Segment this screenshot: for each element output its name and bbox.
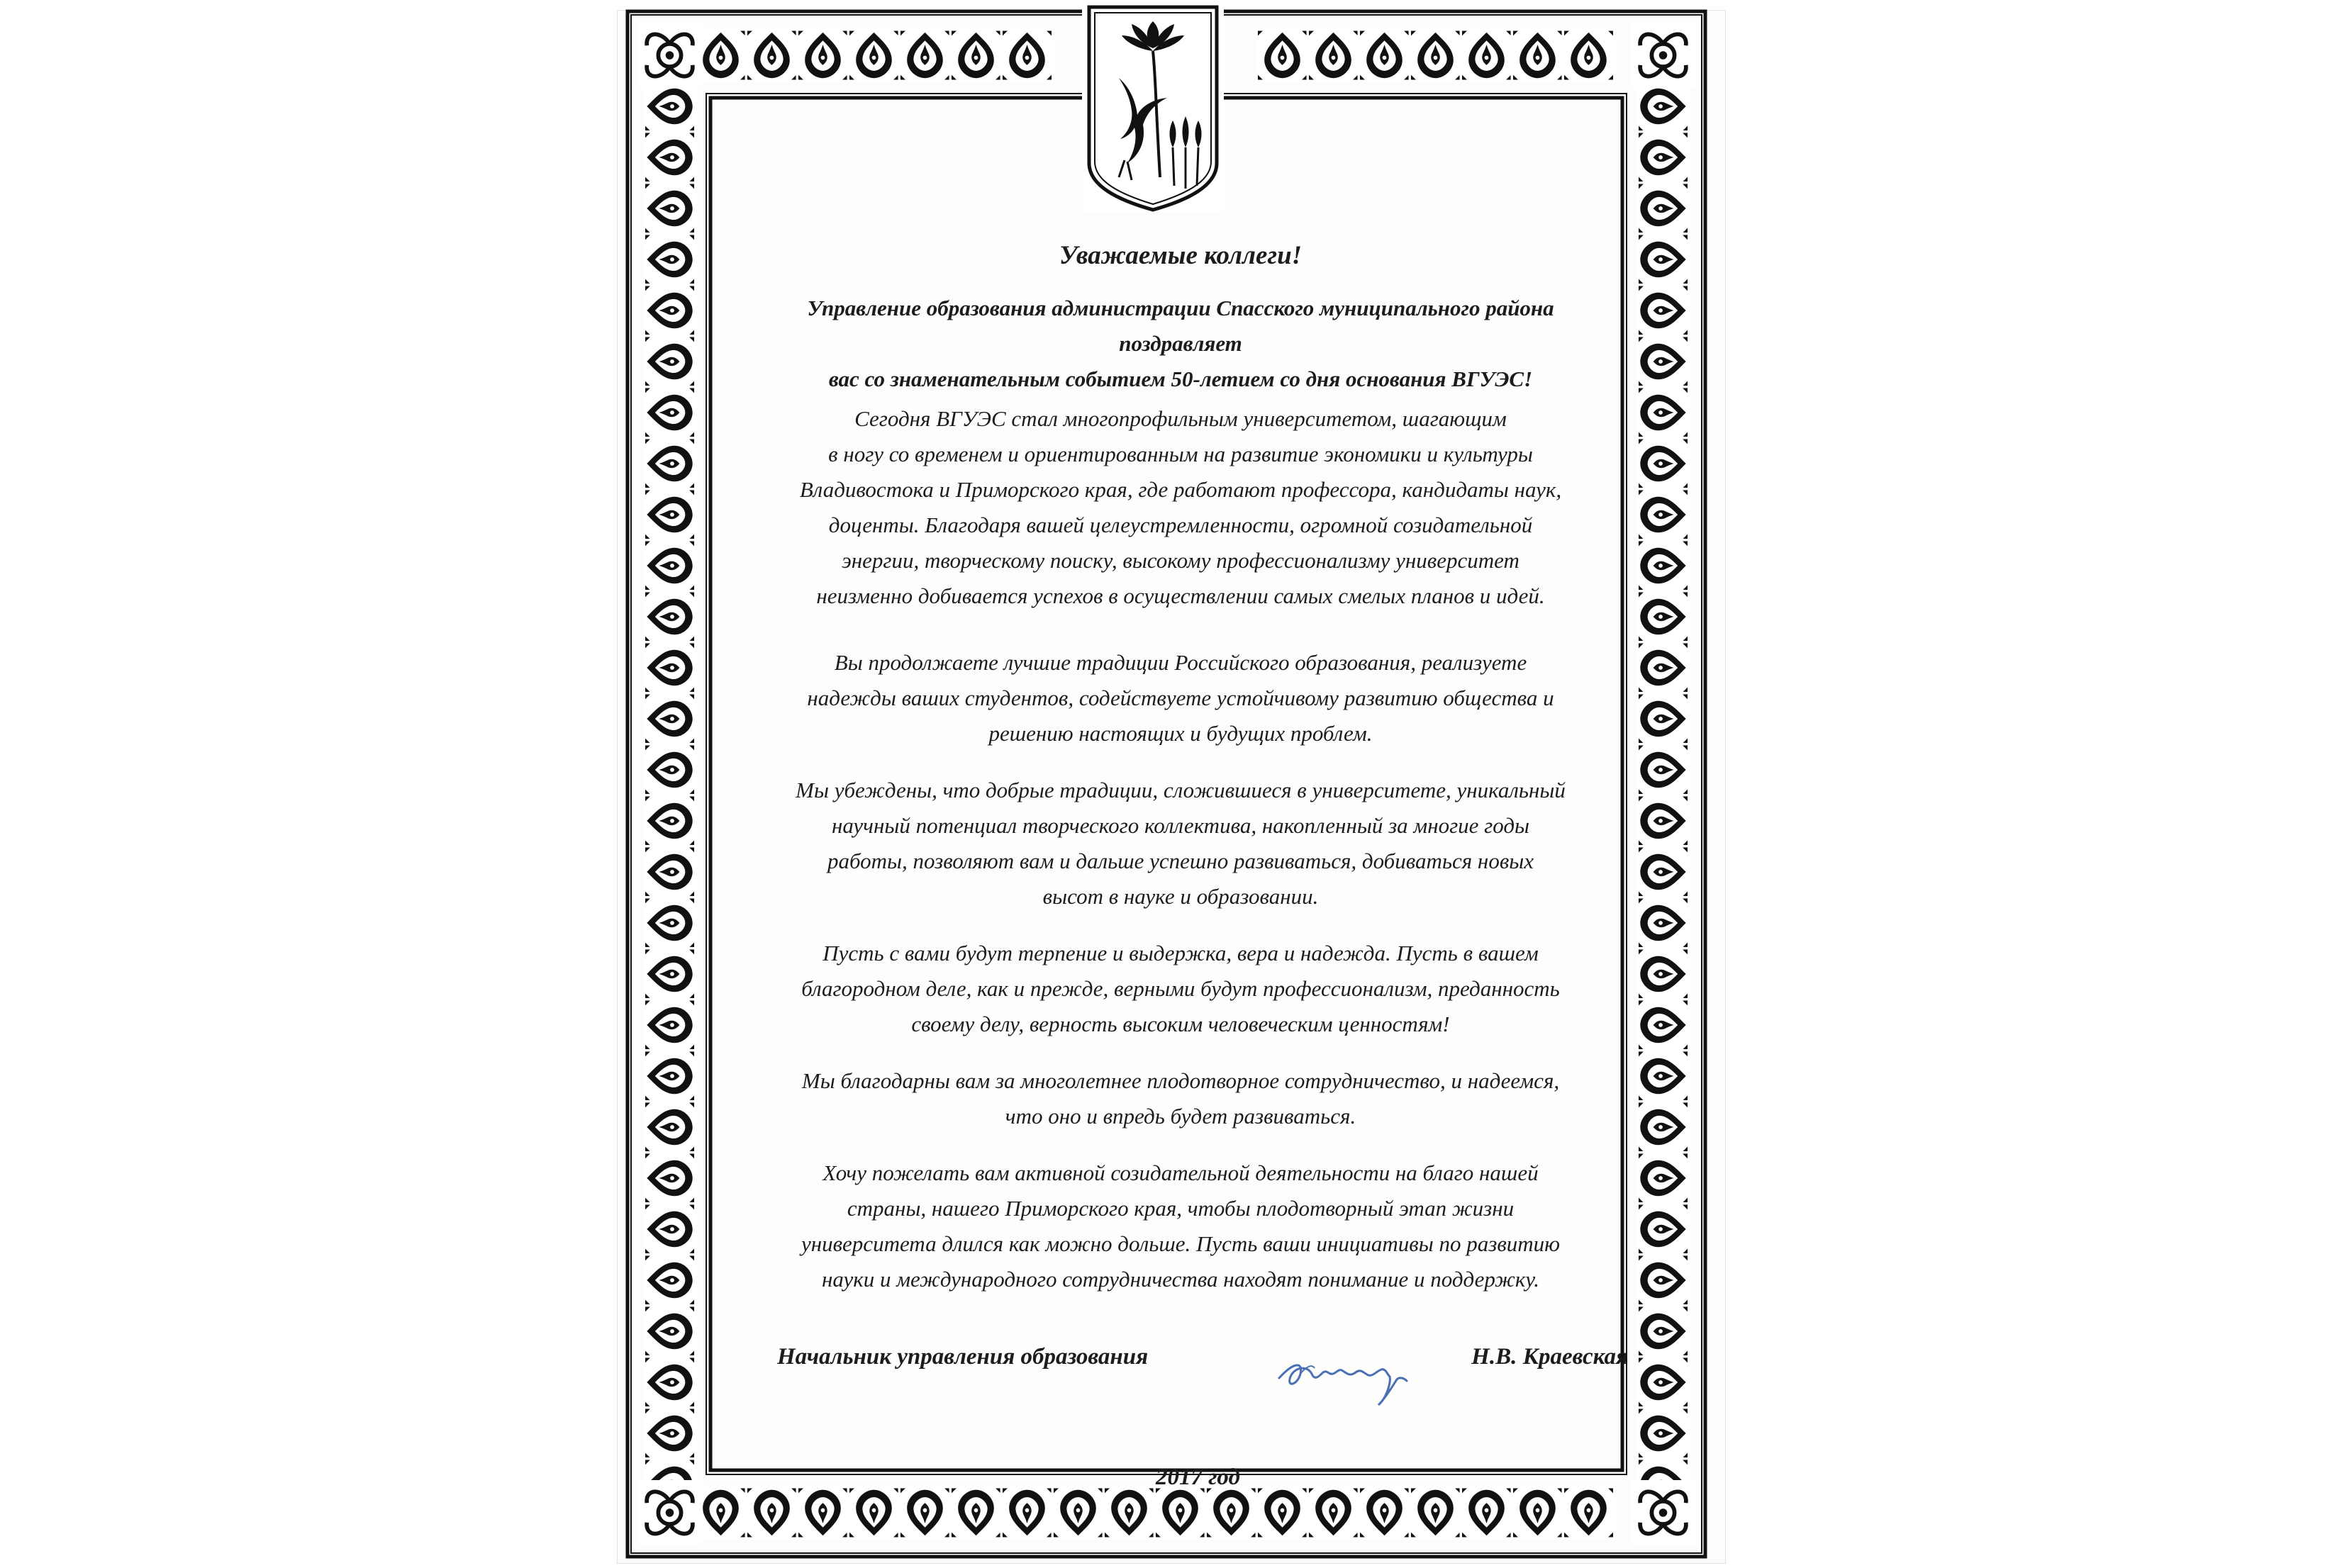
paragraph-line: Мы убеждены, что добрые традиции, сложившиеся в университете, уникальный bbox=[796, 778, 1566, 802]
border-ornament bbox=[796, 1486, 850, 1540]
border-ornament bbox=[745, 1486, 799, 1540]
paragraph-line: страны, нашего Приморского края, чтобы плодотворный этап жизни bbox=[847, 1196, 1515, 1221]
border-ornament bbox=[643, 794, 697, 848]
border-ornament bbox=[1636, 1202, 1690, 1256]
paragraph-line: решению настоящих и будущих проблем. bbox=[988, 721, 1373, 746]
border-ornament bbox=[949, 1486, 1003, 1540]
corner-ornament bbox=[1631, 23, 1696, 88]
paragraph-line: что оно и впредь будет развиваться. bbox=[1005, 1104, 1356, 1129]
border-ornament bbox=[643, 1049, 697, 1103]
coat-of-arms-icon bbox=[1082, 0, 1224, 213]
border-ornament bbox=[643, 998, 697, 1052]
border-ornament bbox=[1636, 896, 1690, 950]
border-ornament bbox=[1562, 28, 1616, 82]
border-ornament bbox=[1307, 28, 1361, 82]
headline bbox=[723, 291, 1638, 397]
paragraph-line: энергии, творческому поиску, высокому профессионализму университет bbox=[842, 548, 1519, 573]
border-ornament bbox=[643, 1304, 697, 1358]
border-ornament bbox=[643, 1202, 697, 1256]
border-ornament bbox=[796, 28, 850, 82]
paragraph-line: в ногу со временем и ориентированным на развитие экономики и культуры bbox=[828, 442, 1533, 466]
paragraph-6 bbox=[723, 1155, 1638, 1297]
border-ornament bbox=[1636, 845, 1690, 899]
border-ornament bbox=[1636, 641, 1690, 695]
border-ornament bbox=[643, 590, 697, 644]
border-ornament bbox=[1052, 1486, 1105, 1540]
paragraph-line: Хочу пожелать вам активной созидательной деятельности на благо нашей bbox=[823, 1160, 1539, 1185]
border-ornament bbox=[1636, 1253, 1690, 1307]
border-ornament bbox=[949, 28, 1003, 82]
border-ornament bbox=[1636, 1304, 1690, 1358]
border-ornament bbox=[1636, 1151, 1690, 1205]
border-ornament bbox=[1636, 1355, 1690, 1409]
border-ornament bbox=[1636, 539, 1690, 593]
border-ornament bbox=[898, 28, 952, 82]
border-ornament bbox=[1000, 28, 1054, 82]
border-ornament bbox=[643, 488, 697, 542]
border-ornament bbox=[1562, 1486, 1616, 1540]
headline-line: поздравляет bbox=[1119, 331, 1242, 356]
border-ornament bbox=[1636, 1100, 1690, 1154]
corner-ornament bbox=[1631, 1480, 1696, 1545]
border-ornament bbox=[1636, 130, 1690, 184]
border-ornament bbox=[1511, 28, 1565, 82]
paragraph-line: научный потенциал творческого коллектива, накопленный за многие годы bbox=[831, 813, 1530, 838]
border-ornament bbox=[1358, 28, 1412, 82]
border-ornament bbox=[643, 130, 697, 184]
border-ornament bbox=[1409, 28, 1463, 82]
border-ornament bbox=[643, 1100, 697, 1154]
border-ornament bbox=[1511, 1486, 1565, 1540]
border-ornament bbox=[643, 335, 697, 388]
paragraph-2 bbox=[723, 645, 1638, 751]
border-ornament bbox=[643, 845, 697, 899]
border-ornament bbox=[1103, 1486, 1156, 1540]
border-ornament bbox=[1205, 1486, 1259, 1540]
year-label: 2017 год bbox=[1156, 1465, 1240, 1490]
letter-body bbox=[723, 240, 1638, 1318]
border-ornament bbox=[1358, 1486, 1412, 1540]
border-ornament bbox=[1636, 437, 1690, 491]
border-ornament bbox=[1307, 1486, 1361, 1540]
paragraph-line: Мы благодарны вам за многолетнее плодотворное сотрудничество, и надеемся, bbox=[801, 1068, 1560, 1093]
border-ornament bbox=[847, 28, 901, 82]
paragraph-line: своему делу, верность высоким человеческим ценностям! bbox=[911, 1012, 1450, 1036]
border-ornament bbox=[643, 641, 697, 695]
paragraph-3 bbox=[723, 773, 1638, 914]
border-ornament bbox=[643, 743, 697, 797]
border-ornament bbox=[1636, 947, 1690, 1001]
border-ornament bbox=[643, 1151, 697, 1205]
border-ornament bbox=[1409, 1486, 1463, 1540]
border-ornament bbox=[1460, 1486, 1514, 1540]
border-ornament bbox=[1154, 1486, 1208, 1540]
headline-line: Управление образования администрации Спасского муниципального района bbox=[807, 296, 1554, 320]
border-ornament bbox=[643, 437, 697, 491]
border-ornament bbox=[1256, 1486, 1310, 1540]
border-ornament bbox=[1636, 1406, 1690, 1460]
border-ornament bbox=[643, 1355, 697, 1409]
paragraph-line: Пусть с вами будут терпение и выдержка, вера и надежда. Пусть в вашем bbox=[823, 941, 1539, 965]
paragraph-line: Сегодня ВГУЭС стал многопрофильным университетом, шагающим bbox=[854, 406, 1507, 431]
border-ornament bbox=[1636, 794, 1690, 848]
border-ornament bbox=[1636, 386, 1690, 439]
paragraph-line: надежды ваших студентов, содействуете устойчивому развитию общества и bbox=[807, 685, 1554, 710]
greeting: Уважаемые коллеги! bbox=[1059, 241, 1303, 270]
border-ornament bbox=[1636, 335, 1690, 388]
border-ornament bbox=[1636, 181, 1690, 235]
border-ornament bbox=[1636, 692, 1690, 746]
border-ornament bbox=[1636, 488, 1690, 542]
border-ornament bbox=[1000, 1486, 1054, 1540]
paragraph-line: науки и международного сотрудничества находят понимание и поддержку. bbox=[822, 1267, 1539, 1292]
border-ornament bbox=[643, 181, 697, 235]
paragraph-1 bbox=[723, 401, 1638, 614]
paragraph-line: неизменно добивается успехов в осуществлении самых смелых планов и идей. bbox=[816, 583, 1545, 608]
paragraph-line: высот в науке и образовании. bbox=[1042, 884, 1319, 909]
border-ornament bbox=[1636, 743, 1690, 797]
signatory-title: Начальник управления образования bbox=[777, 1344, 1149, 1370]
border-ornament bbox=[745, 28, 799, 82]
border-ornament bbox=[643, 1406, 697, 1460]
border-ornament bbox=[643, 386, 697, 439]
border-ornament bbox=[1636, 998, 1690, 1052]
paragraph-line: благородном деле, как и прежде, верными будут профессионализм, преданность bbox=[801, 976, 1560, 1001]
border-ornament bbox=[1460, 28, 1514, 82]
border-ornament bbox=[643, 896, 697, 950]
paragraph-line: Вы продолжаете лучшие традиции Российского образования, реализуете bbox=[834, 650, 1527, 675]
border-ornament bbox=[1636, 233, 1690, 286]
border-ornament bbox=[643, 284, 697, 337]
paragraph-line: Владивостока и Приморского края, где работают профессора, кандидаты наук, bbox=[799, 477, 1562, 502]
border-ornament bbox=[1636, 284, 1690, 337]
corner-ornament bbox=[637, 1480, 703, 1545]
border-ornament bbox=[898, 1486, 952, 1540]
border-ornament bbox=[1636, 590, 1690, 644]
border-ornament bbox=[643, 1253, 697, 1307]
border-ornament bbox=[643, 692, 697, 746]
border-ornament bbox=[643, 947, 697, 1001]
paragraph-4 bbox=[723, 936, 1638, 1042]
border-ornament bbox=[1636, 1049, 1690, 1103]
headline-line: вас со знаменательным событием 50-летием со дня основания ВГУЭС! bbox=[828, 366, 1533, 391]
border-ornament bbox=[643, 233, 697, 286]
border-ornament bbox=[643, 539, 697, 593]
paragraph-5 bbox=[723, 1063, 1638, 1134]
corner-ornament bbox=[637, 23, 703, 88]
border-ornament bbox=[847, 1486, 901, 1540]
signature-block bbox=[777, 1334, 1628, 1412]
border-ornament bbox=[1256, 28, 1310, 82]
paragraph-line: доценты. Благодаря вашей целеустремленности, огромной созидательной bbox=[828, 513, 1533, 537]
handwritten-signature-icon bbox=[1272, 1334, 1414, 1412]
paragraph-line: университета длился как можно дольше. Пусть ваши инициативы по развитию bbox=[801, 1231, 1561, 1256]
signatory-name: Н.В. Краевская bbox=[1471, 1344, 1628, 1370]
paragraph-line: работы, позволяют вам и дальше успешно развиваться, добиваться новых bbox=[827, 849, 1534, 873]
